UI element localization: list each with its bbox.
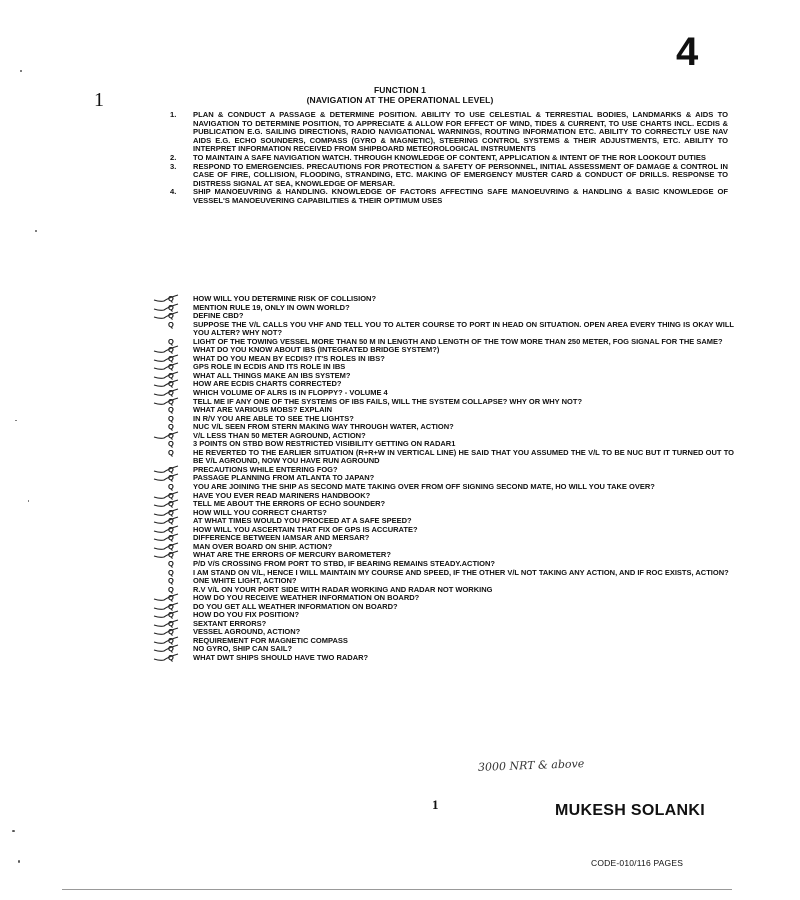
question-marker: Q — [168, 302, 174, 312]
question-text: NUC V/L SEEN FROM STERN MAKING WAY THROUGH WATER, ACTION? — [193, 422, 454, 432]
syllabus-item — [168, 111, 728, 154]
syllabus-list — [168, 111, 728, 206]
question-marker: Q — [168, 422, 174, 432]
question-marker: Q — [168, 345, 174, 355]
page-number: 4 — [676, 30, 699, 74]
question-text: HOW WILL YOU ASCERTAIN THAT FIX OF GPS IS ACCURATE? — [193, 524, 418, 534]
question-text: I AM STAND ON V/L, HENCE I WILL MAINTAIN MY COURSE AND SPEED, IF THE OTHER V/L NOT TAKING ANY ACTION, AND IF ROC EXISTS, ACTION? — [193, 567, 729, 577]
question-text: TELL ME ABOUT THE ERRORS OF ECHO SOUNDER? — [193, 499, 386, 509]
question-text: WHAT ARE VARIOUS MOBS? EXPLAIN — [193, 405, 333, 415]
question-text: HOW DO YOU FIX POSITION? — [193, 610, 300, 620]
question-marker: Q — [168, 482, 174, 492]
syllabus-number: 4. — [170, 187, 177, 197]
function-subheading: (NAVIGATION AT THE OPERATIONAL LEVEL) — [306, 95, 494, 105]
question-text: 3 POINTS ON STBD BOW RESTRICTED VISIBILITY GETTING ON RADAR1 — [193, 439, 456, 449]
question-text: AT WHAT TIMES WOULD YOU PROCEED AT A SAFE SPEED? — [193, 516, 412, 526]
question-marker: Q — [168, 652, 174, 662]
function-heading: FUNCTION 1 — [374, 85, 426, 95]
question-marker: Q — [168, 396, 174, 406]
syllabus-number: 1. — [170, 110, 177, 119]
question-marker: Q — [168, 627, 174, 637]
syllabus-text: RESPOND TO EMERGENCIES. PRECAUTIONS FOR PROTECTION & SAFETY OF PERSONNEL, INITIAL ASSESSMENT OF DAMAGE & CONTROL IN CASE OF FIRE, COLLISION, FLOODING, STRANDING, ETC. MAKING OF EMERGENCY MUSTER CARD & CONDUCT OF DRILLS. RESPONSE TO DISTRESS SIGNAL AT SEA, KNOWLEDGE OF MERSAR. — [193, 161, 728, 188]
question-marker: Q — [168, 644, 174, 654]
question-marker: Q — [168, 447, 174, 457]
question-text: HAVE YOU EVER READ MARINERS HANDBOOK? — [193, 490, 371, 500]
question-text: HE REVERTED TO THE EARLIER SITUATION (R+R+W IN VERTICAL LINE) HE SAID THAT YOU ASSUMED THE V/L TO BE NUC BUT IT TURNED OUT TO BE V/L AGROUND, NOW YOU HAVE RUN AGROUND — [193, 447, 734, 466]
question-marker: Q — [168, 507, 174, 517]
question-marker: Q — [168, 405, 174, 415]
question-marker: Q — [168, 370, 174, 380]
question-text: V/L LESS THAN 50 METER AGROUND, ACTION? — [193, 430, 366, 440]
question-text: SEXTANT ERRORS? — [193, 618, 267, 628]
question-marker: Q — [168, 362, 174, 372]
question-text: WHAT ARE THE ERRORS OF MERCURY BAROMETER? — [193, 550, 391, 560]
question-text: HOW WILL YOU DETERMINE RISK OF COLLISION? — [193, 294, 377, 303]
question-text: PRECAUTIONS WHILE ENTERING FOG? — [193, 464, 338, 474]
question-text: WHAT DO YOU MEAN BY ECDIS? IT'S ROLES IN IBS? — [193, 353, 385, 363]
question-text: R.V V/L ON YOUR PORT SIDE WITH RADAR WORKING AND RADAR NOT WORKING — [193, 584, 493, 594]
syllabus-number: 2. — [170, 152, 177, 162]
question-marker: Q — [168, 524, 174, 534]
question-item — [168, 304, 734, 313]
question-marker: Q — [168, 576, 174, 586]
question-text: WHICH VOLUME OF ALRS IS IN FLOPPY? - VOLUME 4 — [193, 388, 388, 398]
question-text: YOU ARE JOINING THE SHIP AS SECOND MATE TAKING OVER FROM OFF SIGNING SECOND MATE, HO WILL YOU TAKE OVER? — [193, 482, 655, 492]
question-marker: Q — [168, 353, 174, 363]
question-marker: Q — [168, 618, 174, 628]
question-marker: Q — [168, 635, 174, 645]
footer-page-number: 1 — [432, 797, 439, 812]
question-text: LIGHT OF THE TOWING VESSEL MORE THAN 50 M IN LENGTH AND LENGTH OF THE TOW MORE THAN 250 METER, FOG SIGNAL FOR THE SAME? — [193, 336, 723, 346]
question-text: IN R/V YOU ARE ABLE TO SEE THE LIGHTS? — [193, 413, 354, 423]
syllabus-text: SHIP MANOEUVRING & HANDLING. KNOWLEDGE OF FACTORS AFFECTING SAFE MANOEUVRING & HANDLING & BASIC KNOWLEDGE OF VESSEL'S MANOEUVERING CAPABILITIES & THEIR OPTIMUM USES — [193, 187, 728, 205]
question-marker: Q — [168, 311, 174, 321]
question-text: GPS ROLE IN ECDIS AND ITS ROLE IN IBS — [193, 362, 346, 372]
question-text: HOW DO YOU RECEIVE WEATHER INFORMATION ON BOARD? — [193, 593, 420, 603]
handwritten-note: 3000 NRT & above — [477, 757, 585, 774]
question-marker: Q — [168, 473, 174, 483]
syllabus-text: PLAN & CONDUCT A PASSAGE & DETERMINE POSITION. ABILITY TO USE CELESTIAL & TERRESTIAL BODIES, LANDMARKS & AIDS TO NAVIGATION TO DETERMINE POSITION, TO APPRECIATE & ALLOW FOR EFFECT OF WIND, TIDES & CURRENT, TO USE CHARTS INCL. ECDIS & PUBLICATION E.G. SAILING DIRECTIONS, RADIO NAVIGATIONAL WARNINGS, ROUTING INFORMATION ETC. ABILITY TO CORRECTLY USE NAV AIDS E.G. ECHO SOUNDERS, COMPASS (GYRO & MAGNETIC), STEERING CONTROL SYSTEMS & THEIR ADJUSTMENTS, ETC. ABILITY TO INTERPRET INFORMATION RECEIVED FROM SHIPBOARD METEOROLOGICAL INSTRUMENTS — [193, 110, 728, 154]
question-marker: Q — [168, 388, 174, 398]
question-marker: Q — [168, 430, 174, 440]
question-marker: Q — [168, 610, 174, 620]
question-marker: Q — [168, 593, 174, 603]
question-marker: Q — [168, 541, 174, 551]
question-item — [168, 654, 734, 663]
question-text: PASSAGE PLANNING FROM ATLANTA TO JAPAN? — [193, 473, 375, 483]
question-marker: Q — [168, 516, 174, 526]
syllabus-text: TO MAINTAIN A SAFE NAVIGATION WATCH. THROUGH KNOWLEDGE OF CONTENT, APPLICATION & INTENT OF THE ROR LOOKOUT DUTIES — [193, 152, 706, 162]
question-marker: Q — [168, 319, 174, 329]
question-item — [168, 449, 734, 466]
question-text: MAN OVER BOARD ON SHIP. ACTION? — [193, 541, 333, 551]
question-item — [168, 321, 734, 338]
question-list — [168, 295, 734, 663]
bottom-rule — [62, 889, 732, 890]
question-marker: Q — [168, 439, 174, 449]
question-text: DIFFERENCE BETWEEN IAMSAR AND MERSAR? — [193, 533, 370, 543]
question-text: MENTION RULE 19, ONLY IN OWN WORLD? — [193, 302, 350, 312]
question-text: HOW ARE ECDIS CHARTS CORRECTED? — [193, 379, 342, 389]
question-text: WHAT DWT SHIPS SHOULD HAVE TWO RADAR? — [193, 652, 369, 662]
question-marker: Q — [168, 294, 174, 303]
document-code: CODE-010/116 PAGES — [591, 858, 684, 868]
question-marker: Q — [168, 567, 174, 577]
scan-speck — [15, 420, 17, 421]
question-text: WHAT DO YOU KNOW ABOUT IBS (INTEGRATED BRIDGE SYSTEM?) — [193, 345, 440, 355]
syllabus-item — [168, 188, 728, 205]
question-marker: Q — [168, 584, 174, 594]
scan-speck — [35, 230, 37, 232]
question-text: WHAT ALL THINGS MAKE AN IBS SYSTEM? — [193, 370, 351, 380]
question-text: DO YOU GET ALL WEATHER INFORMATION ON BOARD? — [193, 601, 398, 611]
question-marker: Q — [168, 379, 174, 389]
question-text: HOW WILL YOU CORRECT CHARTS? — [193, 507, 327, 517]
question-text: SUPPOSE THE V/L CALLS YOU VHF AND TELL YOU TO ALTER COURSE TO PORT IN HEAD ON SITUATION. OPEN AREA EVERY THING IS OKAY WILL YOU ALTER? WHY NOT? — [193, 319, 734, 338]
question-text: TELL ME IF ANY ONE OF THE SYSTEMS OF IBS FAILS, WILL THE SYSTEM COLLAPSE? WHY OR WHY NOT? — [193, 396, 583, 406]
scan-speck — [18, 860, 20, 863]
question-text: VESSEL AGROUND, ACTION? — [193, 627, 301, 637]
question-marker: Q — [168, 464, 174, 474]
scan-speck — [20, 70, 22, 72]
scan-speck — [28, 500, 29, 502]
question-marker: Q — [168, 490, 174, 500]
question-marker: Q — [168, 550, 174, 560]
question-text: DEFINE CBD? — [193, 311, 244, 321]
question-text: ONE WHITE LIGHT, ACTION? — [193, 576, 297, 586]
question-text: REQUIREMENT FOR MAGNETIC COMPASS — [193, 635, 348, 645]
question-marker: Q — [168, 558, 174, 568]
question-marker: Q — [168, 533, 174, 543]
question-marker: Q — [168, 601, 174, 611]
question-marker: Q — [168, 499, 174, 509]
author-name: MUKESH SOLANKI — [555, 802, 705, 819]
question-marker: Q — [168, 336, 174, 346]
question-text: P/D V/S CROSSING FROM PORT TO STBD, IF BEARING REMAINS STEADY.ACTION? — [193, 558, 495, 568]
syllabus-number: 3. — [170, 161, 177, 171]
question-text: NO GYRO, SHIP CAN SAIL? — [193, 644, 293, 654]
question-marker: Q — [168, 413, 174, 423]
scan-speck — [12, 830, 15, 832]
syllabus-item — [168, 163, 728, 189]
margin-number: 1 — [94, 89, 104, 111]
